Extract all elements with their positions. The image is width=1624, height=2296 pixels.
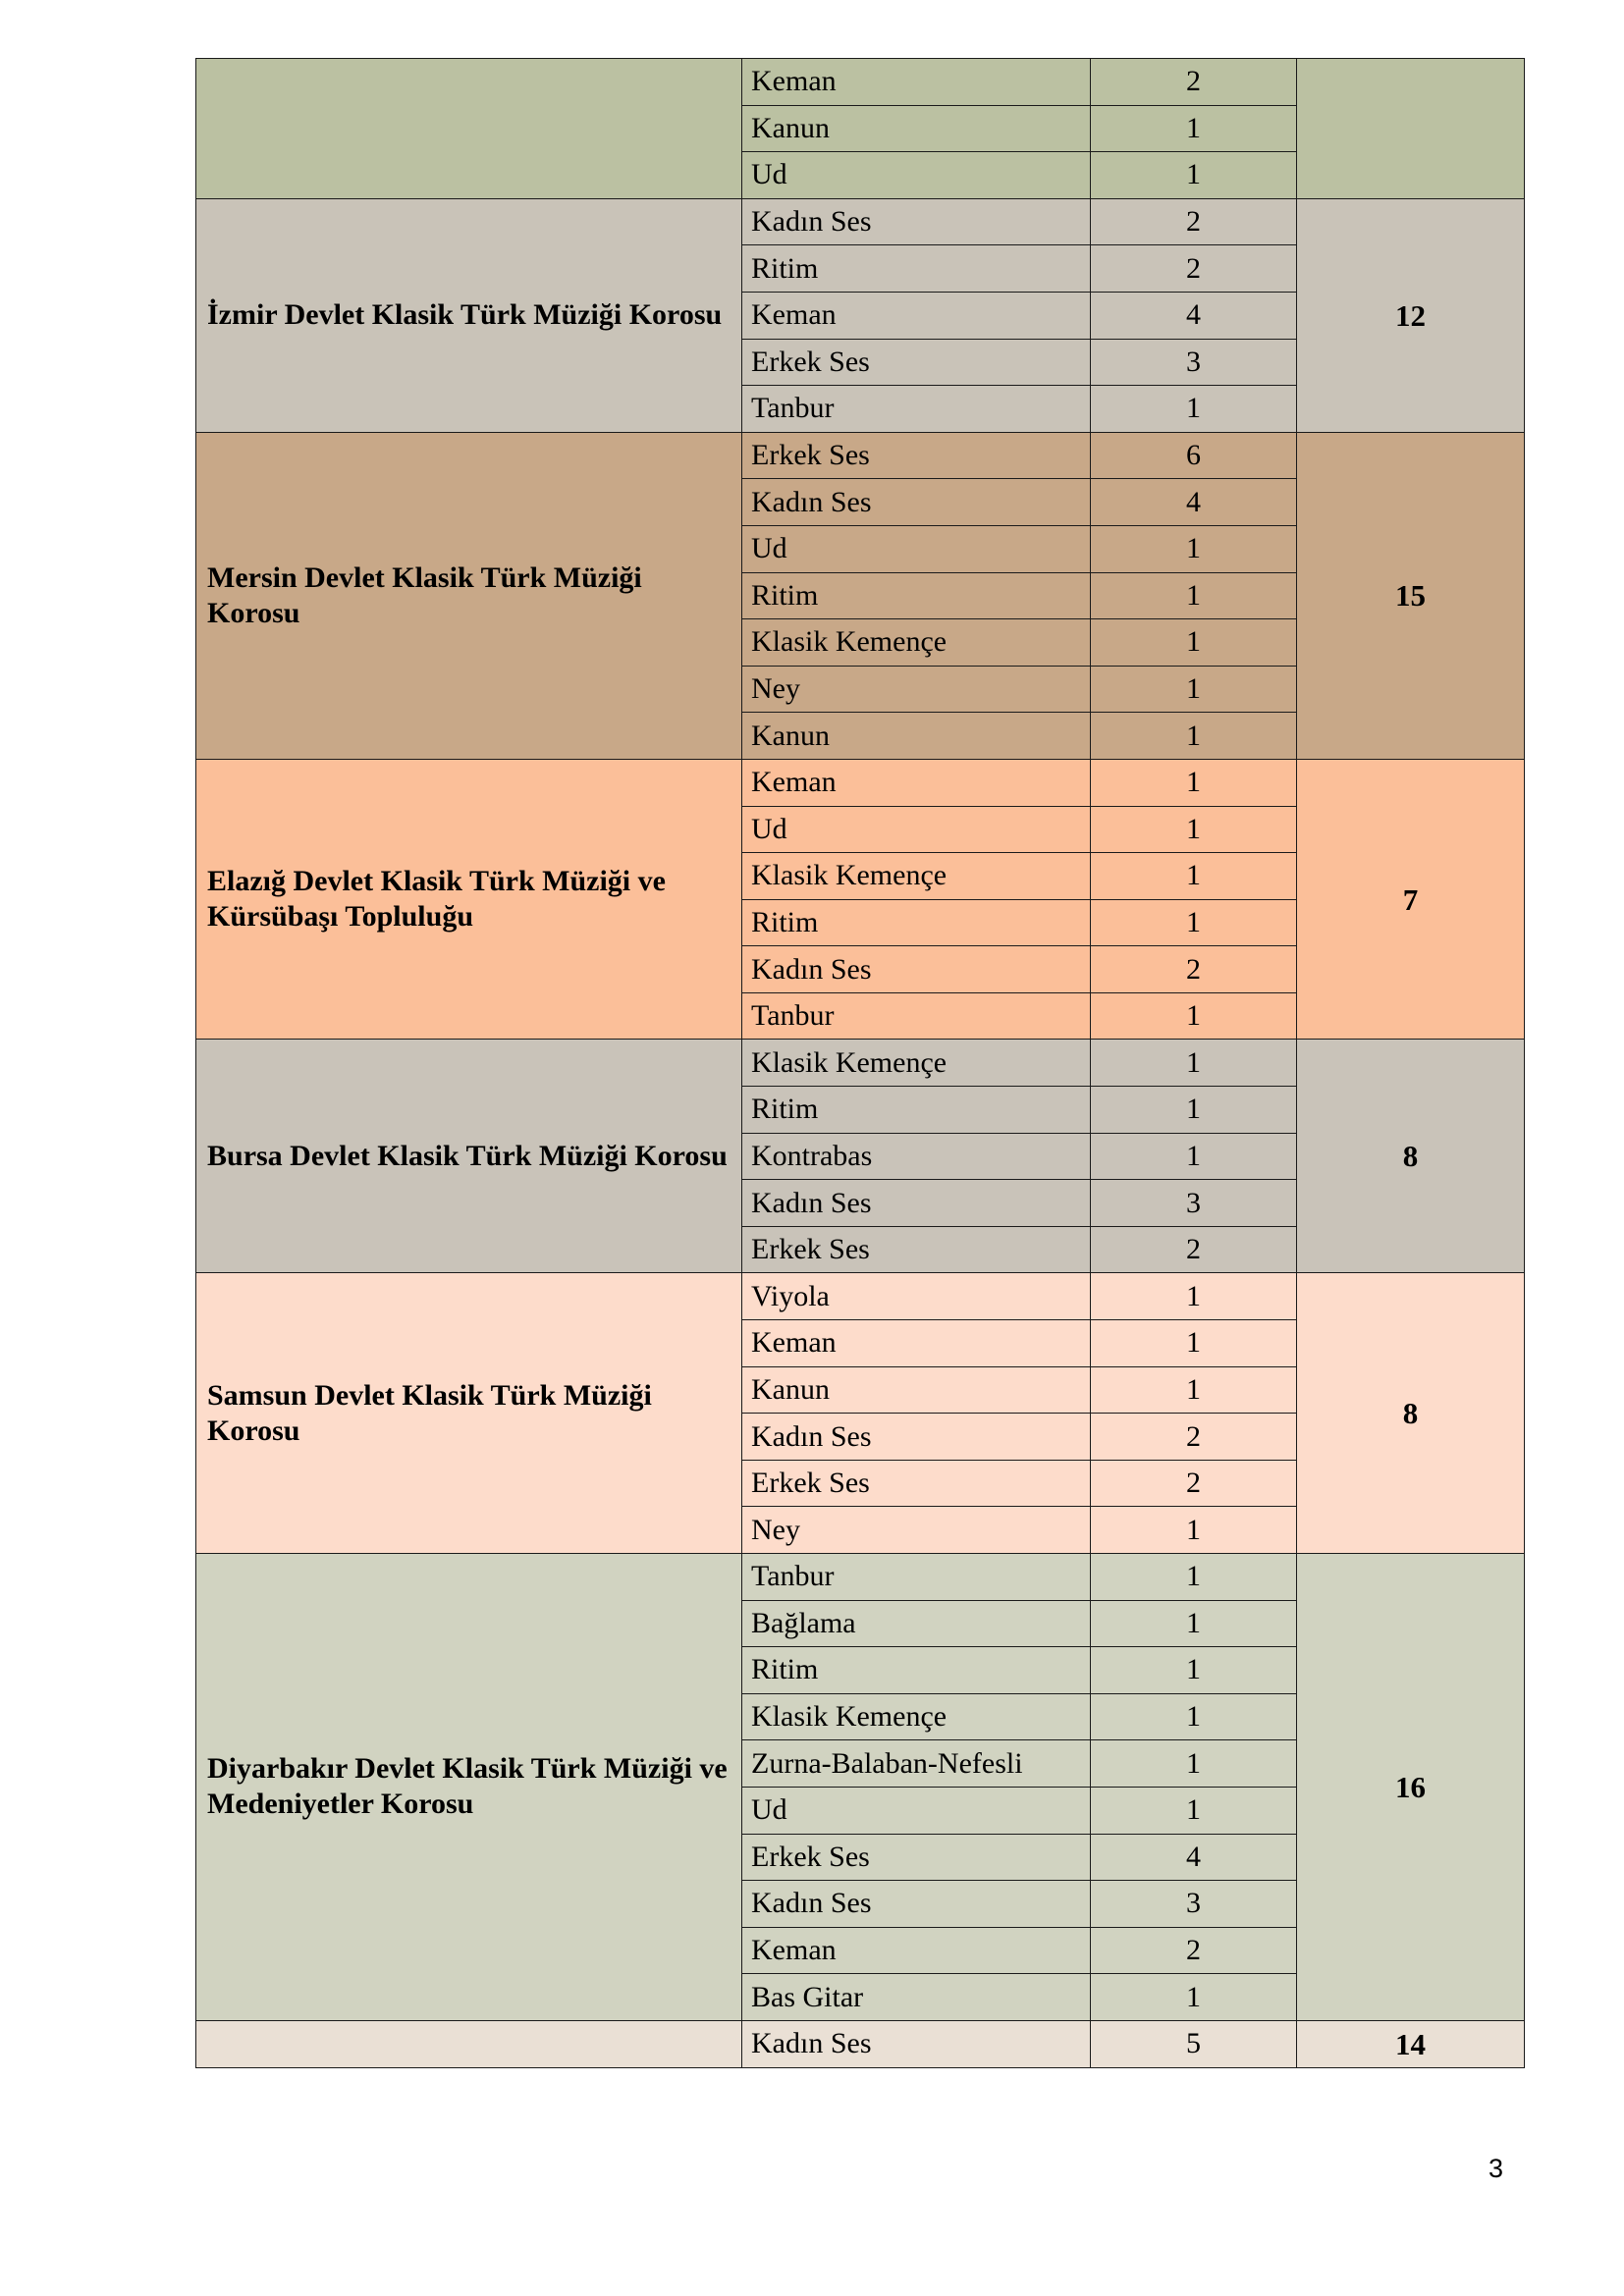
instrument-cell: Ud — [742, 152, 1091, 199]
ensemble-total: 12 — [1297, 198, 1525, 432]
instrument-cell: Kanun — [742, 1366, 1091, 1414]
instrument-cell: Keman — [742, 59, 1091, 106]
instrument-cell: Erkek Ses — [742, 339, 1091, 386]
ensemble-total: 8 — [1297, 1273, 1525, 1554]
count-cell: 1 — [1091, 899, 1297, 946]
ensemble-name: Elazığ Devlet Klasik Türk Müziği ve Kürsübaşı Topluluğu — [196, 759, 742, 1040]
ensemble-total — [1297, 59, 1525, 199]
instrument-cell: Kadın Ses — [742, 2020, 1091, 2067]
instrument-cell: Kadın Ses — [742, 479, 1091, 526]
ensemble-name: Mersin Devlet Klasik Türk Müziği Korosu — [196, 432, 742, 759]
instrument-cell: Bağlama — [742, 1600, 1091, 1647]
count-cell: 4 — [1091, 479, 1297, 526]
ensemble-total: 7 — [1297, 759, 1525, 1040]
table-row — [196, 1554, 1525, 1601]
page-number: 3 — [1489, 2154, 1504, 2183]
ensemble-name — [196, 2020, 742, 2067]
count-cell: 1 — [1091, 1600, 1297, 1647]
count-cell: 4 — [1091, 292, 1297, 339]
instrument-cell: Tanbur — [742, 992, 1091, 1040]
count-cell: 1 — [1091, 853, 1297, 900]
count-cell: 1 — [1091, 1087, 1297, 1134]
instrument-cell: Keman — [742, 1320, 1091, 1367]
count-cell: 1 — [1091, 1554, 1297, 1601]
instrument-cell: Ud — [742, 1787, 1091, 1834]
instrument-cell: Erkek Ses — [742, 432, 1091, 479]
count-cell: 2 — [1091, 1226, 1297, 1273]
count-cell: 6 — [1091, 432, 1297, 479]
count-cell: 1 — [1091, 1133, 1297, 1180]
instrument-cell: Keman — [742, 1927, 1091, 1974]
instrument-cell: Kontrabas — [742, 1133, 1091, 1180]
count-cell: 2 — [1091, 1414, 1297, 1461]
instrument-cell: Erkek Ses — [742, 1834, 1091, 1881]
instrument-cell: Tanbur — [742, 386, 1091, 433]
count-cell: 1 — [1091, 1366, 1297, 1414]
count-cell: 1 — [1091, 806, 1297, 853]
count-cell: 1 — [1091, 105, 1297, 152]
count-cell: 1 — [1091, 1320, 1297, 1367]
ensemble-name: Bursa Devlet Klasik Türk Müziği Korosu — [196, 1040, 742, 1273]
instrument-cell: Tanbur — [742, 1554, 1091, 1601]
table-row — [196, 1040, 1525, 1087]
count-cell: 1 — [1091, 1974, 1297, 2021]
instrument-cell: Ritim — [742, 1087, 1091, 1134]
count-cell: 4 — [1091, 1834, 1297, 1881]
instrument-cell: Klasik Kemençe — [742, 619, 1091, 667]
count-cell: 1 — [1091, 759, 1297, 806]
instrument-cell: Ney — [742, 666, 1091, 713]
ensemble-name: İzmir Devlet Klasik Türk Müziği Korosu — [196, 198, 742, 432]
instrument-cell: Klasik Kemençe — [742, 1693, 1091, 1740]
table-row — [196, 1273, 1525, 1320]
count-cell: 1 — [1091, 1693, 1297, 1740]
ensemble-total: 8 — [1297, 1040, 1525, 1273]
instrument-cell: Keman — [742, 759, 1091, 806]
count-cell: 3 — [1091, 1180, 1297, 1227]
table-row — [196, 198, 1525, 245]
ensemble-total: 14 — [1297, 2020, 1525, 2067]
instrument-cell: Klasik Kemençe — [742, 1040, 1091, 1087]
count-cell: 1 — [1091, 1273, 1297, 1320]
count-cell: 2 — [1091, 1927, 1297, 1974]
instrument-cell: Kadın Ses — [742, 1414, 1091, 1461]
table-row — [196, 432, 1525, 479]
instrument-cell: Klasik Kemençe — [742, 853, 1091, 900]
count-cell: 1 — [1091, 713, 1297, 760]
instrument-cell: Viyola — [742, 1273, 1091, 1320]
table-row — [196, 2020, 1525, 2067]
ensemble-total: 16 — [1297, 1554, 1525, 2021]
count-cell: 3 — [1091, 339, 1297, 386]
instrument-cell: Kadın Ses — [742, 946, 1091, 993]
instrument-cell: Bas Gitar — [742, 1974, 1091, 2021]
instrument-cell: Kadın Ses — [742, 1180, 1091, 1227]
instrument-cell: Ud — [742, 806, 1091, 853]
count-cell: 2 — [1091, 946, 1297, 993]
count-cell: 2 — [1091, 198, 1297, 245]
count-cell: 1 — [1091, 1040, 1297, 1087]
count-cell: 1 — [1091, 1647, 1297, 1694]
count-cell: 3 — [1091, 1881, 1297, 1928]
table-body — [196, 59, 1525, 2068]
count-cell: 1 — [1091, 1507, 1297, 1554]
count-cell: 1 — [1091, 1787, 1297, 1834]
instrument-cell: Kadın Ses — [742, 198, 1091, 245]
instrument-cell: Kanun — [742, 713, 1091, 760]
instrument-cell: Keman — [742, 292, 1091, 339]
instrument-cell: Kanun — [742, 105, 1091, 152]
count-cell: 5 — [1091, 2020, 1297, 2067]
ensemble-total: 15 — [1297, 432, 1525, 759]
count-cell: 2 — [1091, 1460, 1297, 1507]
instrument-cell: Ritim — [742, 572, 1091, 619]
count-cell: 1 — [1091, 992, 1297, 1040]
count-cell: 1 — [1091, 386, 1297, 433]
ensemble-instrument-table — [195, 58, 1525, 2068]
instrument-cell: Erkek Ses — [742, 1226, 1091, 1273]
ensemble-name: Samsun Devlet Klasik Türk Müziği Korosu — [196, 1273, 742, 1554]
instrument-cell: Kadın Ses — [742, 1881, 1091, 1928]
table-row — [196, 759, 1525, 806]
count-cell: 1 — [1091, 619, 1297, 667]
count-cell: 1 — [1091, 1740, 1297, 1788]
count-cell: 1 — [1091, 152, 1297, 199]
table-row — [196, 59, 1525, 106]
instrument-cell: Ud — [742, 525, 1091, 572]
ensemble-name — [196, 59, 742, 199]
count-cell: 2 — [1091, 245, 1297, 293]
instrument-cell: Ney — [742, 1507, 1091, 1554]
ensemble-name: Diyarbakır Devlet Klasik Türk Müziği ve Medeniyetler Korosu — [196, 1554, 742, 2021]
count-cell: 1 — [1091, 572, 1297, 619]
instrument-cell: Ritim — [742, 899, 1091, 946]
count-cell: 1 — [1091, 525, 1297, 572]
instrument-cell: Erkek Ses — [742, 1460, 1091, 1507]
count-cell: 2 — [1091, 59, 1297, 106]
count-cell: 1 — [1091, 666, 1297, 713]
instrument-cell: Zurna-Balaban-Nefesli — [742, 1740, 1091, 1788]
instrument-cell: Ritim — [742, 1647, 1091, 1694]
instrument-cell: Ritim — [742, 245, 1091, 293]
